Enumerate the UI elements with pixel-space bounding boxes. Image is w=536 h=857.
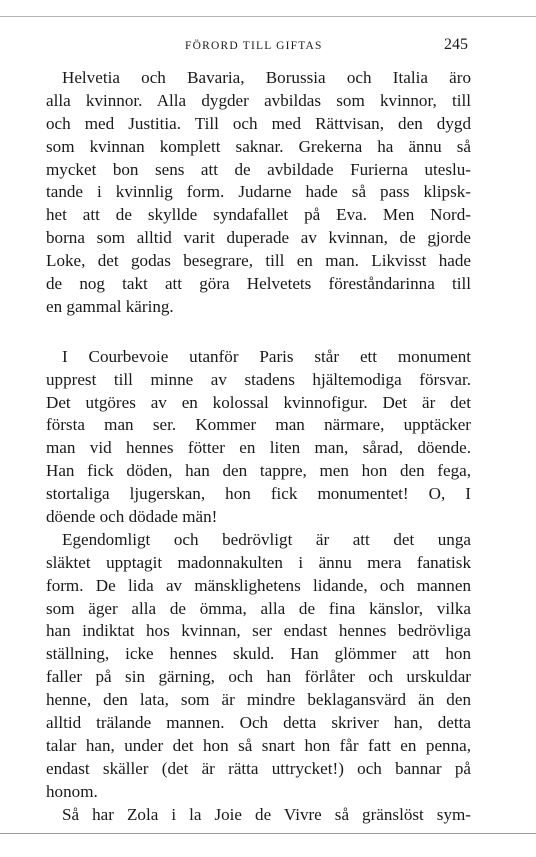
text-line: första man ser. Kommer man närmare, upptäcker [46, 415, 471, 435]
text-line: talar han, under det hon så snart hon får fatt en penna, [46, 735, 471, 755]
text-line: döende och dödade män! [46, 507, 218, 527]
text-line: och med Justitia. Till och med Rättvisan, den dygd [46, 113, 471, 133]
text-line: alltid trälande mannen. Och detta skriver han, detta [46, 713, 471, 733]
page-top-edge [0, 16, 536, 17]
text-line: alla kvinnor. Alla dygder avbildas som kvinnor, till [46, 90, 471, 110]
body-text [46, 67, 471, 827]
text-line: de nog takt att göra Helvetets föreståndarinna till [46, 274, 471, 294]
text-line: I Courbevoie utanför Paris står ett monument [62, 346, 471, 366]
text-line: het att de skyllde syndafallet på Eva. Men Nord- [46, 205, 471, 225]
text-line: ställning, icke hennes skuld. Han glömmer att hon [46, 644, 471, 664]
text-line: han indiktat hos kvinnan, ser endast hennes bedrövliga [46, 621, 471, 641]
text-line: Helvetia och Bavaria, Borussia och Italia äro [62, 68, 471, 87]
text-line: stortaliga ljugerskan, hon fick monumentet! O, I [46, 484, 471, 504]
text-line: Loke, det godas besegrare, till en man. Likvisst hade [46, 251, 471, 271]
text-line: faller på sin gärning, och han förlåter och urskuldar [46, 667, 471, 687]
paragraph-2 [46, 346, 471, 529]
text-line: upprest till minne av stadens hjältemodiga försvar. [46, 369, 471, 389]
text-line: man vid hennes fötter en liten man, sårad, döende. [46, 438, 471, 458]
paragraph-gap [46, 319, 471, 346]
text-line: borna som alltid varit duperade av kvinnan, de gjorde [46, 228, 471, 248]
text-line: Egendomligt och bedrövligt är att det unga [62, 529, 471, 549]
paragraph-1 [46, 67, 471, 319]
paragraph-4 [46, 804, 471, 827]
text-line: släktet upptagit madonnakulten i ännu mera fanatisk [46, 552, 471, 572]
text-line: henne, den lata, som är mindre beklagansvärd än den [46, 690, 471, 710]
text-line: form. De lida av mänsklighetens lidande, och mannen [46, 575, 471, 595]
text-line: mycket bon sens att de avbildade Furierna uteslu- [46, 159, 471, 179]
text-line: Han fick döden, han den tappre, men hon den fega, [46, 461, 471, 481]
paragraph-3 [46, 529, 471, 804]
text-line: som kvinnan komplett saknar. Grekerna ha ännu så [46, 136, 471, 156]
running-head: FÖRORD TILL GIFTAS [185, 40, 323, 52]
page-bottom-edge [0, 833, 536, 834]
page-number: 245 [444, 36, 468, 53]
text-line: Det utgöres av en kolossal kvinnofigur. Det är det [46, 392, 471, 412]
text-line: Så har Zola i la Joie de Vivre så gränslöst sym- [62, 804, 471, 824]
text-line: honom. [46, 781, 98, 801]
text-line: en gammal käring. [46, 296, 174, 316]
text-line: som äger alla de ömma, alla de fina känslor, vilka [46, 598, 471, 618]
text-line: endast skäller (det är rätta uttrycket!) och bannar på [46, 758, 471, 778]
text-line: tande i kvinnlig form. Judarne hade så pass klipsk- [46, 182, 471, 202]
page-header [0, 38, 536, 58]
